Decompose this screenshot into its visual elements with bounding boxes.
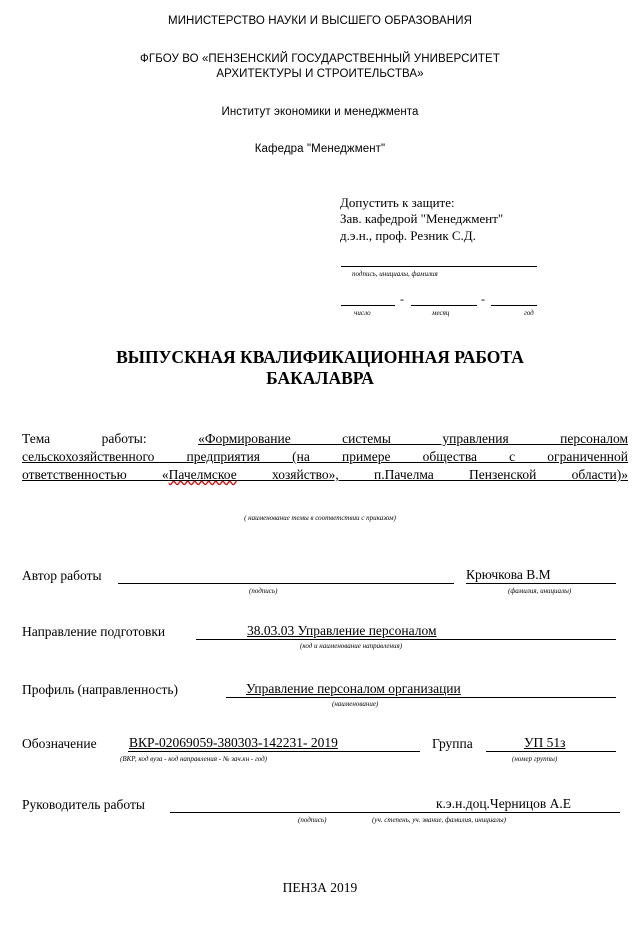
- author-name: Крючкова В.М: [466, 567, 616, 584]
- author-label: Автор работы: [22, 568, 102, 583]
- date-year-line: [491, 305, 537, 306]
- head-signature-caption: подпись, инициалы, фамилия: [352, 270, 438, 278]
- topic-line1: [22, 430, 628, 448]
- head-name: д.э.н., проф. Резник С.Д.: [340, 228, 476, 243]
- date-year-caption: год: [524, 309, 534, 317]
- head-signature-line: [341, 266, 537, 267]
- direction-caption: (код и наименование направления): [300, 642, 403, 650]
- date-month-caption: месяц: [432, 309, 450, 317]
- date-separator: -: [481, 292, 485, 306]
- topic-line2: сельскохозяйственного предприятия (на примере общества с ограниченной: [22, 449, 628, 464]
- topic-label: Тема работы:: [22, 431, 147, 446]
- topic-text-misspelled: Пачелмское: [168, 467, 237, 482]
- group-label: Группа: [432, 736, 473, 751]
- date-separator: -: [400, 292, 404, 306]
- topic-text-part3b: хозяйство», п.Пачелма Пензенской области)»: [236, 467, 628, 482]
- author-signature-line: [118, 583, 454, 584]
- head-of-department: Зав. кафедрой "Менеджмент": [340, 211, 504, 226]
- supervisor-value: к.э.н.доц.Черницов А.Е: [436, 796, 571, 811]
- group-value: УП 51з: [524, 735, 566, 750]
- author-name-caption: (фамилия, инициалы): [508, 587, 572, 595]
- direction-label: Направление подготовки: [22, 624, 166, 639]
- direction-value: 38.03.03 Управление персоналом: [247, 623, 437, 638]
- city-year: ПЕНЗА 2019: [282, 880, 358, 895]
- designation-caption: (ВКР, код вуза - код направления - № зач.кн - год): [120, 755, 268, 763]
- group-line: [486, 751, 616, 752]
- date-day-caption: число: [354, 309, 371, 317]
- supervisor-line: [170, 812, 620, 813]
- date-month-line: [411, 305, 477, 306]
- direction-line: [196, 639, 616, 640]
- profile-caption: (наименование): [332, 700, 379, 708]
- document-title-line2: БАКАЛАВРА: [266, 368, 374, 388]
- institute-name: Институт экономики и менеджмента: [221, 106, 419, 118]
- group-caption: (номер группы): [512, 755, 558, 763]
- supervisor-label: Руководитель работы: [22, 797, 145, 812]
- designation-value: ВКР-02069059-380303-142231- 2019: [129, 735, 338, 750]
- topic-caption: ( наименование темы в соответствии с приказом): [244, 514, 396, 522]
- profile-line: [226, 697, 616, 698]
- profile-value: Управление персоналом организации: [246, 681, 461, 696]
- author-signature-caption: (подпись): [249, 587, 278, 595]
- supervisor-signature-caption: (подпись): [298, 816, 327, 824]
- document-title-line1: ВЫПУСКНАЯ КВАЛИФИКАЦИОННАЯ РАБОТА: [116, 347, 524, 367]
- topic-text-part3a: ответственностью «: [22, 467, 169, 482]
- ministry-heading: МИНИСТЕРСТВО НАУКИ И ВЫСШЕГО ОБРАЗОВАНИЯ: [168, 15, 472, 27]
- supervisor-info-caption: (уч. степень, уч. звание, фамилия, инициалы): [372, 816, 506, 824]
- topic-line3: [22, 466, 628, 484]
- profile-label: Профиль (направленность): [22, 682, 178, 697]
- admit-to-defense: Допустить к защите:: [340, 195, 455, 210]
- university-name-line2: АРХИТЕКТУРЫ И СТРОИТЕЛЬСТВА»: [216, 68, 424, 80]
- department-name: Кафедра "Менеджмент": [254, 143, 386, 155]
- date-day-line: [341, 305, 395, 306]
- topic-text-part1: «Формирование системы управления персоналом: [198, 431, 628, 446]
- university-name-line1: ФГБОУ ВО «ПЕНЗЕНСКИЙ ГОСУДАРСТВЕННЫЙ УНИВЕРСИТЕТ: [140, 53, 500, 65]
- designation-label: Обозначение: [22, 736, 97, 751]
- designation-line: [128, 751, 420, 752]
